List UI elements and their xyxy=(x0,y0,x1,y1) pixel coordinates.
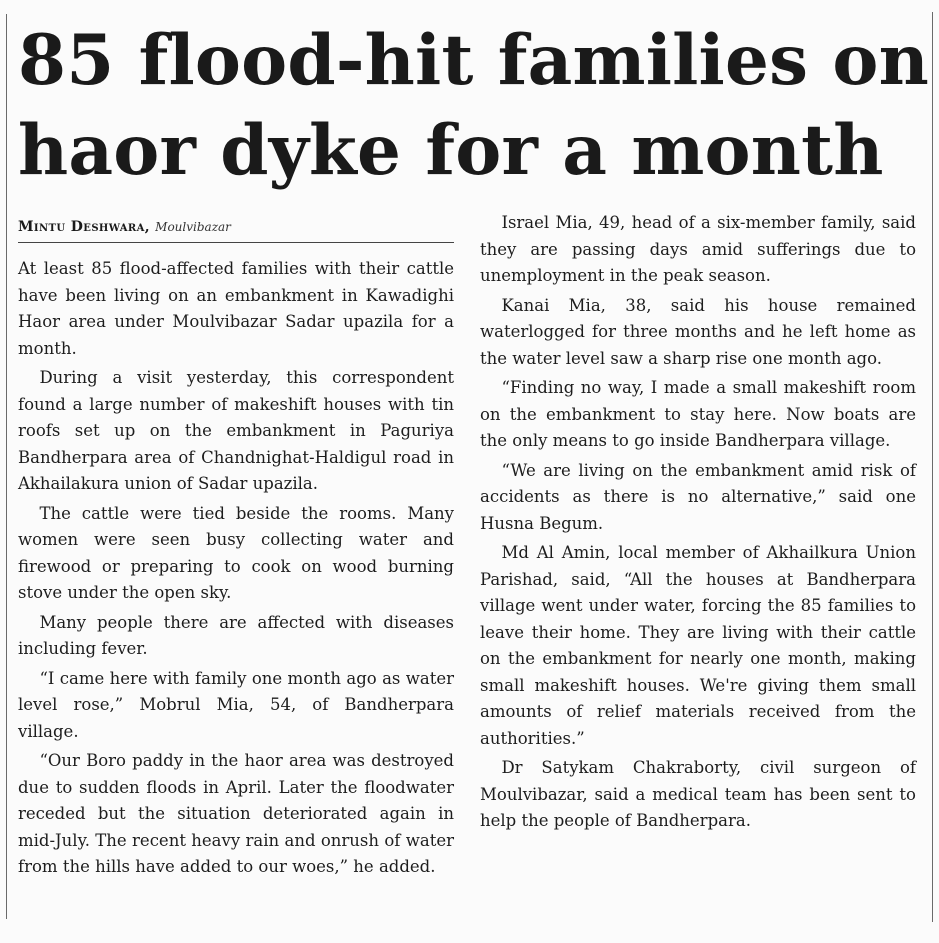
article-column-right xyxy=(480,210,916,838)
paragraph: The cattle were tied beside the rooms. Many women were seen busy collecting water and firewood or preparing to cook on wood burning stove under the open sky. xyxy=(18,503,454,602)
paragraph: Md Al Amin, local member of Akhailkura Union Parishad, said, “All the houses at Bandherpara village went under water, forcing the 85 families to leave their home. They are living with their cattle on the embankment for nearly one month, making small makeshift houses. We're giving them small amounts of relief materials received from the authorities.” xyxy=(480,543,916,748)
article-headline xyxy=(18,16,929,196)
right-border-rule xyxy=(932,12,933,922)
paragraph: “Our Boro paddy in the haor area was destroyed due to sudden floods in April. Later the floodwater receded but the situation deteriorated again in mid-July. The recent heavy rain and onrush of water from the hills have added to our woes,” he added. xyxy=(18,751,454,876)
article-column-left xyxy=(18,256,454,884)
paragraph: Kanai Mia, 38, said his house remained waterlogged for three months and he left home as the water level saw a sharp rise one month ago. xyxy=(480,295,916,368)
byline xyxy=(18,216,458,238)
paragraph: Many people there are affected with diseases including fever. xyxy=(18,612,454,658)
paragraph: During a visit yesterday, this correspondent found a large number of makeshift houses with tin roofs set up on the embankment in Paguriya Bandherpara area of Chandnighat-Haldigul road in Akhailakura union of Sadar upazila. xyxy=(18,368,454,493)
byline-divider xyxy=(18,242,454,243)
byline-location: Moulvibazar xyxy=(155,220,231,234)
paragraph: “Finding no way, I made a small makeshift room on the embankment to stay here. Now boats are the only means to go inside Bandherpara village. xyxy=(480,378,916,450)
paragraph: Dr Satykam Chakraborty, civil surgeon of Moulvibazar, said a medical team has been sent to help the people of Bandherpara. xyxy=(480,758,916,830)
left-border-rule xyxy=(6,14,7,919)
paragraph: “We are living on the embankment amid risk of accidents as there is no alternative,” said one Husna Begum. xyxy=(480,460,916,533)
paragraph: Israel Mia, 49, head of a six-member family, said they are passing days amid sufferings due to unemployment in the peak season. xyxy=(480,213,916,285)
paragraph: “I came here with family one month ago as water level rose,” Mobrul Mia, 54, of Bandherpara village. xyxy=(18,668,454,741)
paragraph: At least 85 flood-affected families with their cattle have been living on an embankment in Kawadighi Haor area under Moulvibazar Sadar upazila for a month. xyxy=(18,259,454,358)
headline-line-1: 85 flood-hit families on xyxy=(18,20,929,101)
headline-line-2: haor dyke for a month xyxy=(18,110,884,191)
byline-author: Mintu Deshwara, xyxy=(18,219,151,235)
